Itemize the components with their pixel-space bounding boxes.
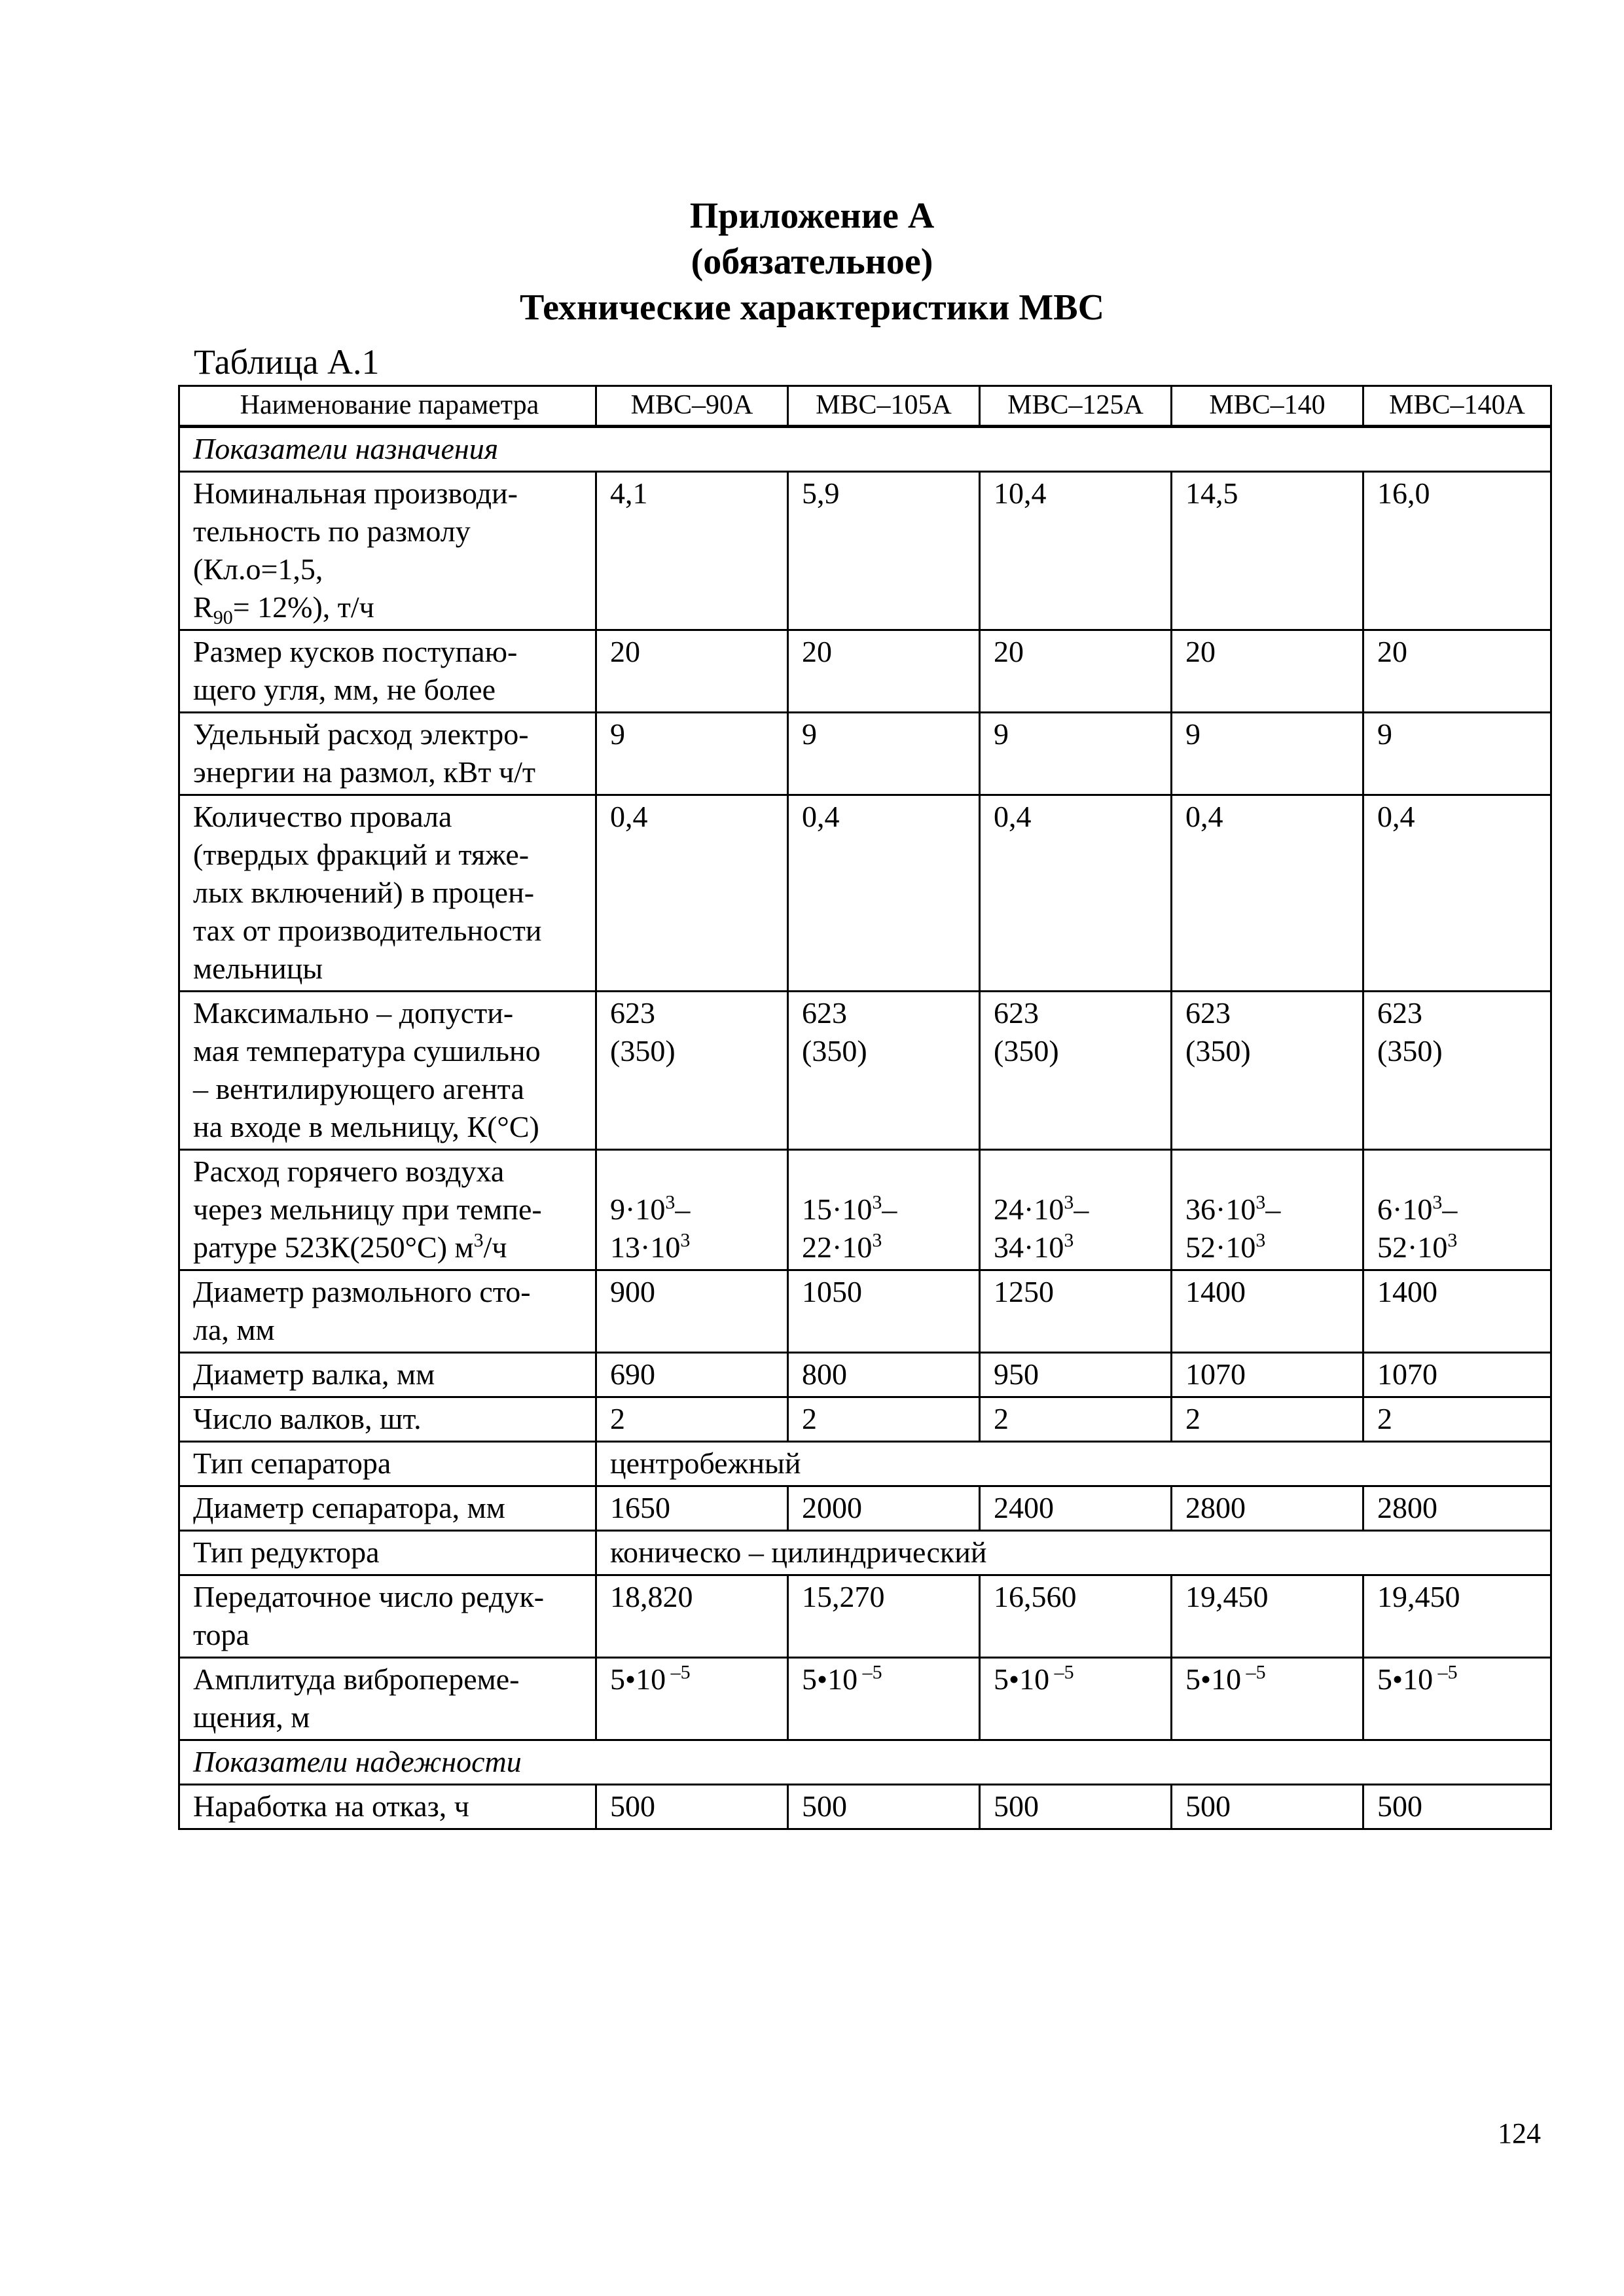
table-cell: 1070: [1363, 1353, 1551, 1397]
table-cell: 20: [596, 630, 788, 713]
table-row: [179, 1486, 1551, 1531]
table-cell: 690: [596, 1353, 788, 1397]
table-row: [179, 1785, 1551, 1829]
table-row: [179, 472, 1551, 630]
table-cell: 9: [596, 713, 788, 795]
table-cell: 2800: [1363, 1486, 1551, 1531]
table-cell: [1172, 1150, 1363, 1270]
table-row: [179, 1575, 1551, 1658]
table-row: [179, 1442, 1551, 1486]
table-cell: 16,0: [1363, 472, 1551, 630]
table-cell: [788, 1658, 980, 1740]
exponent: 3: [872, 1229, 882, 1251]
row-name-roll-count: Число валков, шт.: [179, 1397, 596, 1442]
column-header-mvs-125a: МВС–125А: [980, 386, 1172, 427]
table-cell: 1400: [1172, 1270, 1363, 1353]
vibration-base: 5•10: [802, 1662, 858, 1696]
range-dash: –: [882, 1193, 897, 1226]
exponent: –5: [1049, 1661, 1074, 1683]
section-title-reliability: Показатели надежности: [179, 1740, 1551, 1785]
table-cell: 0,4: [788, 795, 980, 992]
row-name-separator-type: Тип сепаратора: [179, 1442, 596, 1486]
table-cell: 9: [788, 713, 980, 795]
column-header-mvs-105a: МВС–105А: [788, 386, 980, 427]
range-to: 52·10: [1377, 1230, 1448, 1264]
specifications-table: [178, 385, 1552, 1830]
table-cell: 16,560: [980, 1575, 1172, 1658]
table-row: [179, 1531, 1551, 1575]
row-name-table-diameter: Диаметр размольного сто- ла, мм: [179, 1270, 596, 1353]
table-cell: 1050: [788, 1270, 980, 1353]
row-name-hot-air-unit: /ч: [483, 1230, 507, 1264]
row-name-capacity-text: Номинальная производи- тельность по размолу (Кл.о=1,5, R: [193, 476, 518, 624]
table-row: [179, 795, 1551, 992]
section-row-purpose: [179, 427, 1551, 472]
vibration-base: 5•10: [1185, 1662, 1242, 1696]
exponent: 3: [1064, 1191, 1074, 1213]
range-to: 52·10: [1185, 1230, 1256, 1264]
table-cell: 0,4: [1363, 795, 1551, 992]
table-row: [179, 1150, 1551, 1270]
table-cell: 1250: [980, 1270, 1172, 1353]
table-cell: 2: [788, 1397, 980, 1442]
table-cell: 15,270: [788, 1575, 980, 1658]
vibration-base: 5•10: [994, 1662, 1050, 1696]
table-cell: 14,5: [1172, 472, 1363, 630]
table-cell: 5,9: [788, 472, 980, 630]
exponent: –5: [1433, 1661, 1458, 1683]
row-name-capacity-subscript: 90: [213, 607, 233, 629]
table-cell-merged: центробежный: [596, 1442, 1551, 1486]
row-name-separator-diameter: Диаметр сепаратора, мм: [179, 1486, 596, 1531]
table-cell: [1363, 1150, 1551, 1270]
row-name-hot-air-text: Расход горячего воздуха через мельницу при темпе- ратуре 523К(250°С) м: [193, 1155, 542, 1264]
table-cell: 0,4: [980, 795, 1172, 992]
table-cell: [596, 1658, 788, 1740]
table-row: [179, 1353, 1551, 1397]
row-name-hot-air: [179, 1150, 596, 1270]
table-cell: [788, 1150, 980, 1270]
table-cell: 500: [980, 1785, 1172, 1829]
table-cell: 500: [1172, 1785, 1363, 1829]
table-cell: [980, 1150, 1172, 1270]
table-cell-merged: коническо – цилиндрический: [596, 1531, 1551, 1575]
exponent: 3: [1447, 1229, 1458, 1251]
column-header-parameter: Наименование параметра: [179, 386, 596, 427]
table-header-row: [179, 386, 1551, 427]
table-cell: 10,4: [980, 472, 1172, 630]
table-cell: 500: [1363, 1785, 1551, 1829]
section-title-purpose: Показатели назначения: [179, 427, 1551, 472]
table-cell: 2: [596, 1397, 788, 1442]
table-cell: [1363, 1658, 1551, 1740]
vibration-base: 5•10: [610, 1662, 666, 1696]
row-name-energy: Удельный расход электро- энергии на размол, кВт ч/т: [179, 713, 596, 795]
table-cell: 1400: [1363, 1270, 1551, 1353]
appendix-subject: Технические характеристики МВС: [519, 287, 1105, 328]
table-row: [179, 992, 1551, 1150]
section-row-reliability: [179, 1740, 1551, 1785]
table-cell: 20: [788, 630, 980, 713]
range-dash: –: [1265, 1193, 1281, 1226]
column-header-mvs-140a: МВС–140А: [1363, 386, 1551, 427]
table-cell: 0,4: [596, 795, 788, 992]
row-name-roll-diameter: Диаметр валка, мм: [179, 1353, 596, 1397]
table-row: [179, 1397, 1551, 1442]
exponent: 3: [1255, 1229, 1266, 1251]
table-row: [179, 1270, 1551, 1353]
column-header-mvs-140: МВС–140: [1172, 386, 1363, 427]
range-to: 13·10: [610, 1230, 681, 1264]
range-dash: –: [1442, 1193, 1458, 1226]
exponent: 3: [680, 1229, 691, 1251]
range-dash: –: [1074, 1193, 1089, 1226]
table-cell: 0,4: [1172, 795, 1363, 992]
table-cell: 1070: [1172, 1353, 1363, 1397]
row-name-reducer-type: Тип редуктора: [179, 1531, 596, 1575]
table-cell: 20: [1172, 630, 1363, 713]
range-to: 34·10: [994, 1230, 1064, 1264]
table-cell: 623 (350): [596, 992, 788, 1150]
range-to: 22·10: [802, 1230, 873, 1264]
table-cell: 2: [980, 1397, 1172, 1442]
table-cell: 18,820: [596, 1575, 788, 1658]
row-name-mtbf: Наработка на отказ, ч: [179, 1785, 596, 1829]
row-name-max-temp: Максимально – допусти- мая температура сушильно – вентилирующего агента на входе в мельницу, К(°С): [179, 992, 596, 1150]
table-cell: 2400: [980, 1486, 1172, 1531]
exponent: 3: [1432, 1191, 1443, 1213]
row-name-failure: Количество провала (твердых фракций и тяже- лых включений) в процен- тах от производительности мельницы: [179, 795, 596, 992]
table-cell: 623 (350): [788, 992, 980, 1150]
column-header-mvs-90a: МВС–90А: [596, 386, 788, 427]
table-cell: 623 (350): [1363, 992, 1551, 1150]
range-from: 6·10: [1377, 1193, 1433, 1226]
row-name-hot-air-superscript: 3: [473, 1229, 484, 1251]
table-cell: 20: [980, 630, 1172, 713]
table-row: [179, 630, 1551, 713]
range-from: 9·10: [610, 1193, 666, 1226]
exponent: –5: [666, 1661, 691, 1683]
exponent: 3: [872, 1191, 882, 1213]
table-cell: 2: [1363, 1397, 1551, 1442]
table-cell: 9: [1363, 713, 1551, 795]
table-cell: [596, 1150, 788, 1270]
row-name-lump-size: Размер кусков поступаю- щего угля, мм, не более: [179, 630, 596, 713]
row-name-vibration: Амплитуда вибропереме- щения, м: [179, 1658, 596, 1740]
vibration-base: 5•10: [1377, 1662, 1434, 1696]
range-from: 24·10: [994, 1193, 1064, 1226]
table-row: [179, 1658, 1551, 1740]
table-cell: 500: [596, 1785, 788, 1829]
table-cell: 623 (350): [1172, 992, 1363, 1150]
table-cell: 20: [1363, 630, 1551, 713]
exponent: –5: [1241, 1661, 1266, 1683]
page-number: 124: [1498, 2117, 1541, 2149]
table-cell: 500: [788, 1785, 980, 1829]
table-cell: 1650: [596, 1486, 788, 1531]
table-cell: 2: [1172, 1397, 1363, 1442]
exponent: 3: [1064, 1229, 1074, 1251]
row-name-gear-ratio: Передаточное число редук- тора: [179, 1575, 596, 1658]
table-cell: 9: [980, 713, 1172, 795]
table-cell: 623 (350): [980, 992, 1172, 1150]
range-dash: –: [675, 1193, 691, 1226]
exponent: 3: [1255, 1191, 1266, 1213]
range-from: 36·10: [1185, 1193, 1256, 1226]
exponent: 3: [665, 1191, 676, 1213]
table-cell: 900: [596, 1270, 788, 1353]
table-cell: 9: [1172, 713, 1363, 795]
range-from: 15·10: [802, 1193, 873, 1226]
table-cell: 2800: [1172, 1486, 1363, 1531]
table-cell: [980, 1658, 1172, 1740]
row-name-capacity-unit: = 12%), т/ч: [232, 590, 374, 624]
exponent: –5: [857, 1661, 882, 1683]
table-cell: 800: [788, 1353, 980, 1397]
table-cell: 950: [980, 1353, 1172, 1397]
appendix-title: Приложение А: [689, 196, 935, 236]
table-caption: Таблица А.1: [194, 342, 380, 382]
table-cell: 4,1: [596, 472, 788, 630]
appendix-status: (обязательное): [691, 242, 933, 282]
table-row: [179, 713, 1551, 795]
table-cell: 19,450: [1172, 1575, 1363, 1658]
row-name-capacity: [179, 472, 596, 630]
table-cell: [1172, 1658, 1363, 1740]
table-cell: 19,450: [1363, 1575, 1551, 1658]
table-cell: 2000: [788, 1486, 980, 1531]
